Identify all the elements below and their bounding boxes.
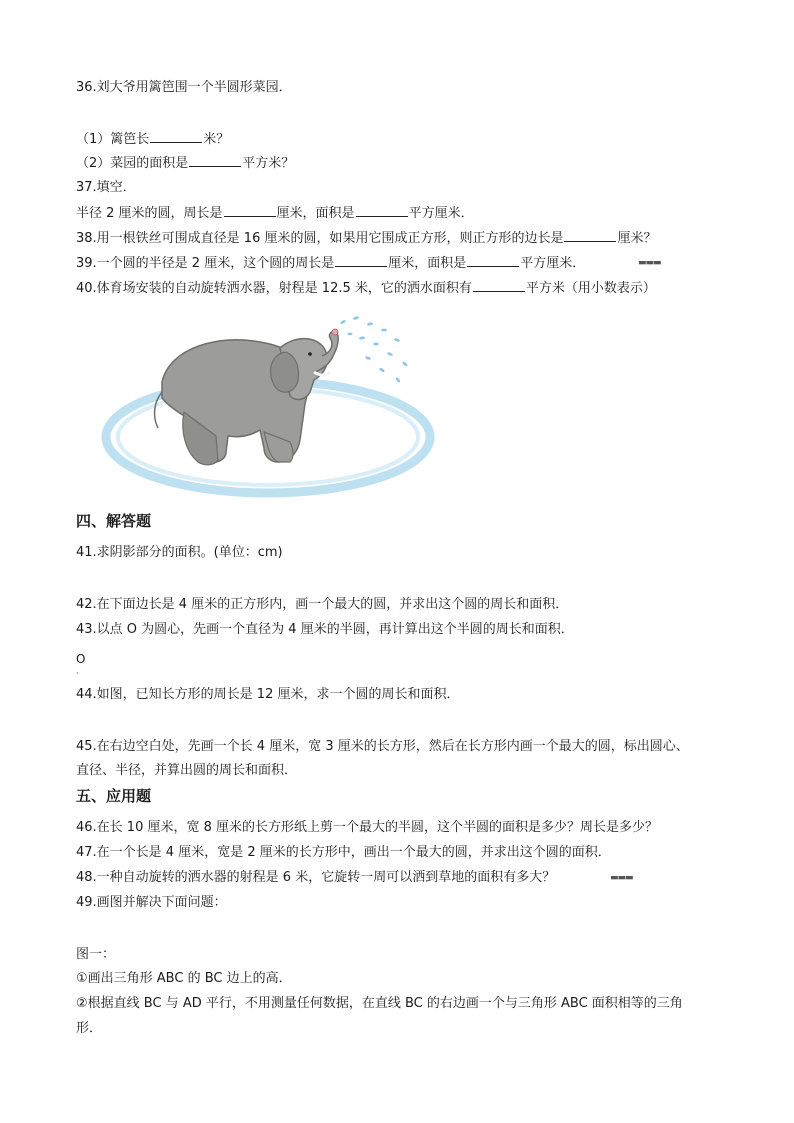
q39-text-c: 平方厘米． — [520, 256, 586, 271]
figure-1-step-2-line-1: ②根据直线 BC 与 AD 平行，不用测量任何数据，在直线 BC 的右边画一个与三角形 ABC 面积相等的三角 — [76, 996, 683, 1011]
figure-1-step-1: ①画出三角形 ABC 的 BC 边上的高． — [76, 971, 292, 986]
q38-blank[interactable] — [564, 229, 616, 242]
q38-text-a: 38.用一根铁丝可围成直径是 16 厘米的圆，如果用它围成正方形，则正方形的边长是 — [76, 231, 564, 246]
q36-part1-prefix: （1）篱笆长 — [76, 132, 150, 147]
q37-title: 37.填空． — [76, 180, 136, 195]
q39-blank-2[interactable] — [467, 254, 519, 267]
q40 — [76, 279, 656, 298]
stray-mark: ▬▬▬ — [638, 258, 661, 268]
q37-blank-1[interactable] — [224, 204, 276, 217]
elephant-sprinkler-illustration — [100, 312, 440, 502]
section-5-heading: 五、应用题 — [76, 787, 152, 805]
q36-blank-2[interactable] — [189, 154, 241, 167]
q41: 41.求阴影部分的面积。(单位：cm) — [76, 545, 283, 560]
q38 — [76, 229, 657, 248]
q40-text-a: 40.体育场安装的自动旋转洒水器，射程是 12.5 米，它的洒水面积有 — [76, 281, 472, 296]
q36-part2 — [76, 154, 294, 173]
q36-title: 36.刘大爷用篱笆围一个半圆形菜园． — [76, 80, 292, 95]
q39 — [76, 254, 585, 273]
q36-part2-prefix: （2）菜园的面积是 — [76, 156, 189, 171]
figure-1-label: 图一： — [76, 947, 116, 962]
q44: 44.如图，已知长方形的周长是 12 厘米，求一个圆的周长和面积． — [76, 687, 460, 702]
q39-blank-1[interactable] — [335, 254, 387, 267]
q42: 42.在下面边长是 4 厘米的正方形内，画一个最大的圆，并求出这个圆的周长和面积． — [76, 597, 569, 612]
q39-text-a: 39.一个圆的半径是 2 厘米，这个圆的周长是 — [76, 256, 335, 271]
q45-line-1: 45.在右边空白处，先画一个长 4 厘米，宽 3 厘米的长方形，然后在长方形内画一个最大的圆，标出圆心、 — [76, 739, 689, 754]
q49: 49.画图并解决下面问题： — [76, 895, 227, 910]
q37-text-b: 厘米，面积是 — [276, 206, 355, 221]
q37-body — [76, 204, 474, 223]
q43: 43.以点 O 为圆心，先画一个直径为 4 厘米的半圆，再计算出这个半圆的周长和面积． — [76, 622, 574, 637]
q40-text-b: 平方米（用小数表示） — [525, 281, 656, 296]
q48: 48.一种自动旋转的洒水器的射程是 6 米，它旋转一周可以洒到草地的面积有多大？ — [76, 870, 556, 885]
q36-part2-suffix: 平方米？ — [242, 156, 295, 171]
q36-part1-suffix: 米？ — [203, 132, 230, 147]
section-4-heading: 四、解答题 — [76, 512, 152, 530]
q38-text-b: 厘米？ — [617, 231, 657, 246]
q36-blank-1[interactable] — [150, 130, 202, 143]
q37-blank-2[interactable] — [356, 204, 408, 217]
q46: 46.在长 10 厘米，宽 8 厘米的长方形纸上剪一个最大的半圆，这个半圆的面积是多少？周长是多少？ — [76, 820, 659, 835]
point-o-label: O — [76, 652, 86, 666]
point-o-dot: · — [76, 669, 79, 678]
q36-part1 — [76, 130, 229, 149]
q45-line-2: 直径、半径，并算出圆的周长和面积． — [76, 763, 298, 778]
figure-1-step-2-line-2: 形． — [76, 1021, 103, 1036]
q37-text-a: 半径 2 厘米的圆，周长是 — [76, 206, 223, 221]
q40-blank[interactable] — [473, 279, 525, 292]
q39-text-b: 厘米，面积是 — [388, 256, 467, 271]
q47: 47.在一个长是 4 厘米，宽是 2 厘米的长方形中，画出一个最大的圆，并求出这个圆的面积． — [76, 845, 611, 860]
q37-text-c: 平方厘米． — [408, 206, 474, 221]
stray-mark-2: ▬▬▬ — [610, 873, 633, 883]
